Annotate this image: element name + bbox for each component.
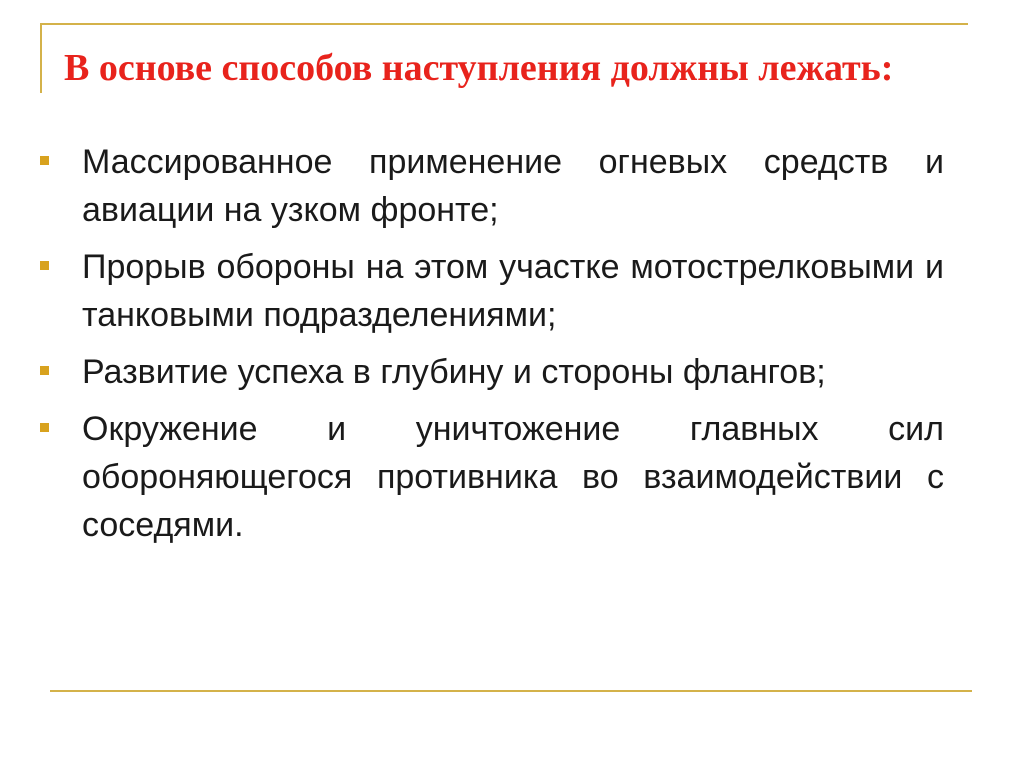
slide-title: В основе способов наступления должны лежать: <box>64 47 894 89</box>
list-item <box>40 138 944 234</box>
list-item <box>40 348 944 396</box>
list-item <box>40 405 944 549</box>
list-item-text: Развитие успеха в глубину и стороны флангов; <box>82 353 826 391</box>
list-item-text: Массированное применение огневых средств и авиации на узком фронте; <box>82 143 944 229</box>
bullet-list <box>40 138 944 558</box>
list-item-text: Прорыв обороны на этом участке мотострелковыми и танковыми подразделениями; <box>82 248 944 334</box>
list-item-text: Окружение и уничтожение главных сил обороняющегося противника во взаимодействии с соседями. <box>82 410 944 544</box>
square-bullet-icon <box>40 156 49 165</box>
left-rule <box>40 23 42 93</box>
top-rule <box>42 23 968 25</box>
bottom-rule <box>50 690 972 692</box>
list-item <box>40 243 944 339</box>
square-bullet-icon <box>40 423 49 432</box>
square-bullet-icon <box>40 366 49 375</box>
square-bullet-icon <box>40 261 49 270</box>
